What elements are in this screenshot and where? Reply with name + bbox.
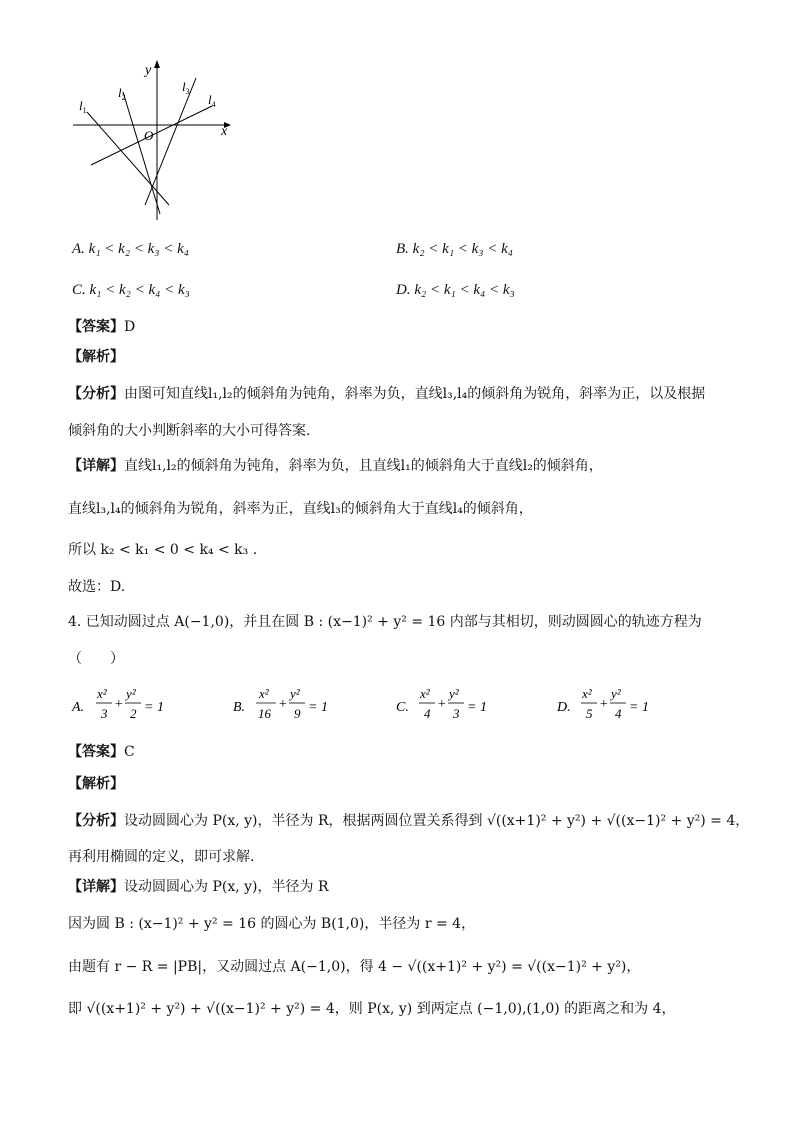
q4-option-c-letter: C. bbox=[396, 700, 409, 715]
fenxi-text: 由图可知直线l₁,l₂的倾斜角为钝角，斜率为负，直线l₃,l₄的倾斜角为锐角，斜率为正，以及根据 bbox=[124, 386, 706, 402]
q3-analysis-tag: 【解析】 bbox=[68, 349, 124, 365]
q3-xiangjie-line-1 bbox=[68, 457, 603, 475]
q3-option-d: D. k₂ < k₁ < k₄ < k₃ bbox=[396, 282, 515, 298]
q4-d-num2: y² bbox=[611, 686, 621, 701]
q4-c-rhs: = 1 bbox=[467, 700, 487, 715]
q4-c-den1: 4 bbox=[424, 706, 431, 721]
xiangjie-tag: 【详解】 bbox=[68, 458, 124, 474]
xiangjie-tag: 【详解】 bbox=[68, 879, 124, 895]
q4-b-den2: 9 bbox=[294, 706, 301, 721]
q4-d-rhs: = 1 bbox=[629, 700, 649, 715]
q4-xiangjie-line-2: 因为圆 B : (x−1)² + y² = 16 的圆心为 B(1,0)，半径为 r = 4， bbox=[68, 916, 476, 932]
q4-fenxi-line-1 bbox=[68, 812, 749, 830]
q4-a-rhs: = 1 bbox=[144, 700, 164, 715]
q3-xiangjie-line-3: 所以 k₂ < k₁ < 0 < k₄ < k₃ . bbox=[68, 542, 258, 558]
q4-b-num2: y² bbox=[290, 686, 300, 701]
answer-tag: 【答案】 bbox=[68, 319, 124, 335]
q4-c-num2: y² bbox=[449, 686, 459, 701]
answer-value: D bbox=[124, 319, 136, 335]
q4-a-num2: y² bbox=[126, 686, 136, 701]
xiangjie-text: 直线l₁,l₂的倾斜角为钝角，斜率为负，且直线l₁的倾斜角大于直线l₂的倾斜角， bbox=[124, 458, 603, 474]
q3-option-a: A. k₁ < k₂ < k₃ < k₄ bbox=[72, 241, 190, 257]
y-axis-arrow bbox=[154, 60, 160, 68]
svg-text:+: + bbox=[437, 697, 447, 712]
q4-fenxi-line-2: 再利用椭圆的定义，即可求解. bbox=[68, 849, 255, 865]
q4-stem-line-2: （ ） bbox=[68, 651, 124, 667]
svg-text:+: + bbox=[599, 697, 609, 712]
q4-d-den2: 4 bbox=[615, 706, 622, 721]
fenxi-text: 设动圆圆心为 P(x, y)，半径为 R，根据两圆位置关系得到 √((x+1)² + y²) + √((x−1)² + y²) = 4， bbox=[124, 813, 750, 829]
x-axis-label: x bbox=[221, 124, 228, 139]
q3-option-c: C. k₁ < k₂ < k₄ < k₃ bbox=[72, 282, 190, 298]
q3-xiangjie-line-4: 故选：D. bbox=[68, 579, 126, 595]
l1-label: $l_1$ bbox=[79, 98, 87, 115]
q3-option-b: B. k₂ < k₁ < k₃ < k₄ bbox=[396, 241, 514, 257]
lines-figure bbox=[68, 58, 238, 228]
q4-options bbox=[68, 684, 708, 728]
q4-option-b-letter: B. bbox=[233, 700, 246, 715]
q4-c-den2: 3 bbox=[453, 706, 460, 721]
q4-xiangjie-line-4: 即 √((x+1)² + y²) + √((x−1)² + y²) = 4，则 P(x, y) 到两定点 (−1,0),(1,0) 的距离之和为 4， bbox=[68, 1001, 676, 1017]
q4-option-d-letter: D. bbox=[557, 700, 571, 715]
l3-label: $l_3$ bbox=[182, 79, 190, 96]
q3-fenxi-line-2: 倾斜角的大小判断斜率的大小可得答案. bbox=[68, 423, 311, 439]
q3-fenxi-line-1 bbox=[68, 385, 705, 403]
q4-stem-line-1: 4. 已知动圆过点 A(−1,0)，并且在圆 B : (x−1)² + y² = 16 内部与其相切，则动圆圆心的轨迹方程为 bbox=[68, 614, 702, 630]
q3-xiangjie-line-2: 直线l₃,l₄的倾斜角为锐角，斜率为正，直线l₃的倾斜角大于直线l₄的倾斜角， bbox=[68, 501, 533, 517]
q3-answer bbox=[68, 318, 135, 336]
answer-value: C bbox=[124, 744, 135, 760]
q4-answer bbox=[68, 743, 135, 761]
q4-b-num1: x² bbox=[259, 686, 269, 701]
svg-text:+: + bbox=[278, 697, 288, 712]
fenxi-tag: 【分析】 bbox=[68, 813, 124, 829]
q4-a-den2: 2 bbox=[130, 706, 137, 721]
xiangjie-text: 设动圆圆心为 P(x, y)，半径为 R bbox=[124, 879, 329, 895]
answer-tag: 【答案】 bbox=[68, 744, 124, 760]
q4-option-a-letter: A. bbox=[72, 700, 85, 715]
line-l2 bbox=[123, 92, 160, 214]
q4-c-num1: x² bbox=[420, 686, 430, 701]
q4-d-den1: 5 bbox=[586, 706, 593, 721]
fenxi-tag: 【分析】 bbox=[68, 386, 124, 402]
q4-a-den1: 3 bbox=[101, 706, 108, 721]
y-axis-label: y bbox=[145, 63, 152, 78]
q4-a-num1: x² bbox=[97, 686, 107, 701]
q4-b-den1: 16 bbox=[258, 706, 271, 721]
q4-d-num1: x² bbox=[582, 686, 592, 701]
q4-b-rhs: = 1 bbox=[308, 700, 328, 715]
origin-label: O bbox=[144, 128, 154, 143]
l2-label: $l_2$ bbox=[118, 85, 126, 102]
q4-analysis-tag: 【解析】 bbox=[68, 776, 124, 792]
l4-label: $l_4$ bbox=[208, 92, 216, 109]
svg-text:+: + bbox=[114, 697, 124, 712]
q4-xiangjie-line-1 bbox=[68, 878, 329, 896]
q4-xiangjie-line-3: 由题有 r − R = |PB|，又动圆过点 A(−1,0)，得 4 − √((x+1)² + y²) = √((x−1)² + y²)， bbox=[68, 959, 641, 975]
